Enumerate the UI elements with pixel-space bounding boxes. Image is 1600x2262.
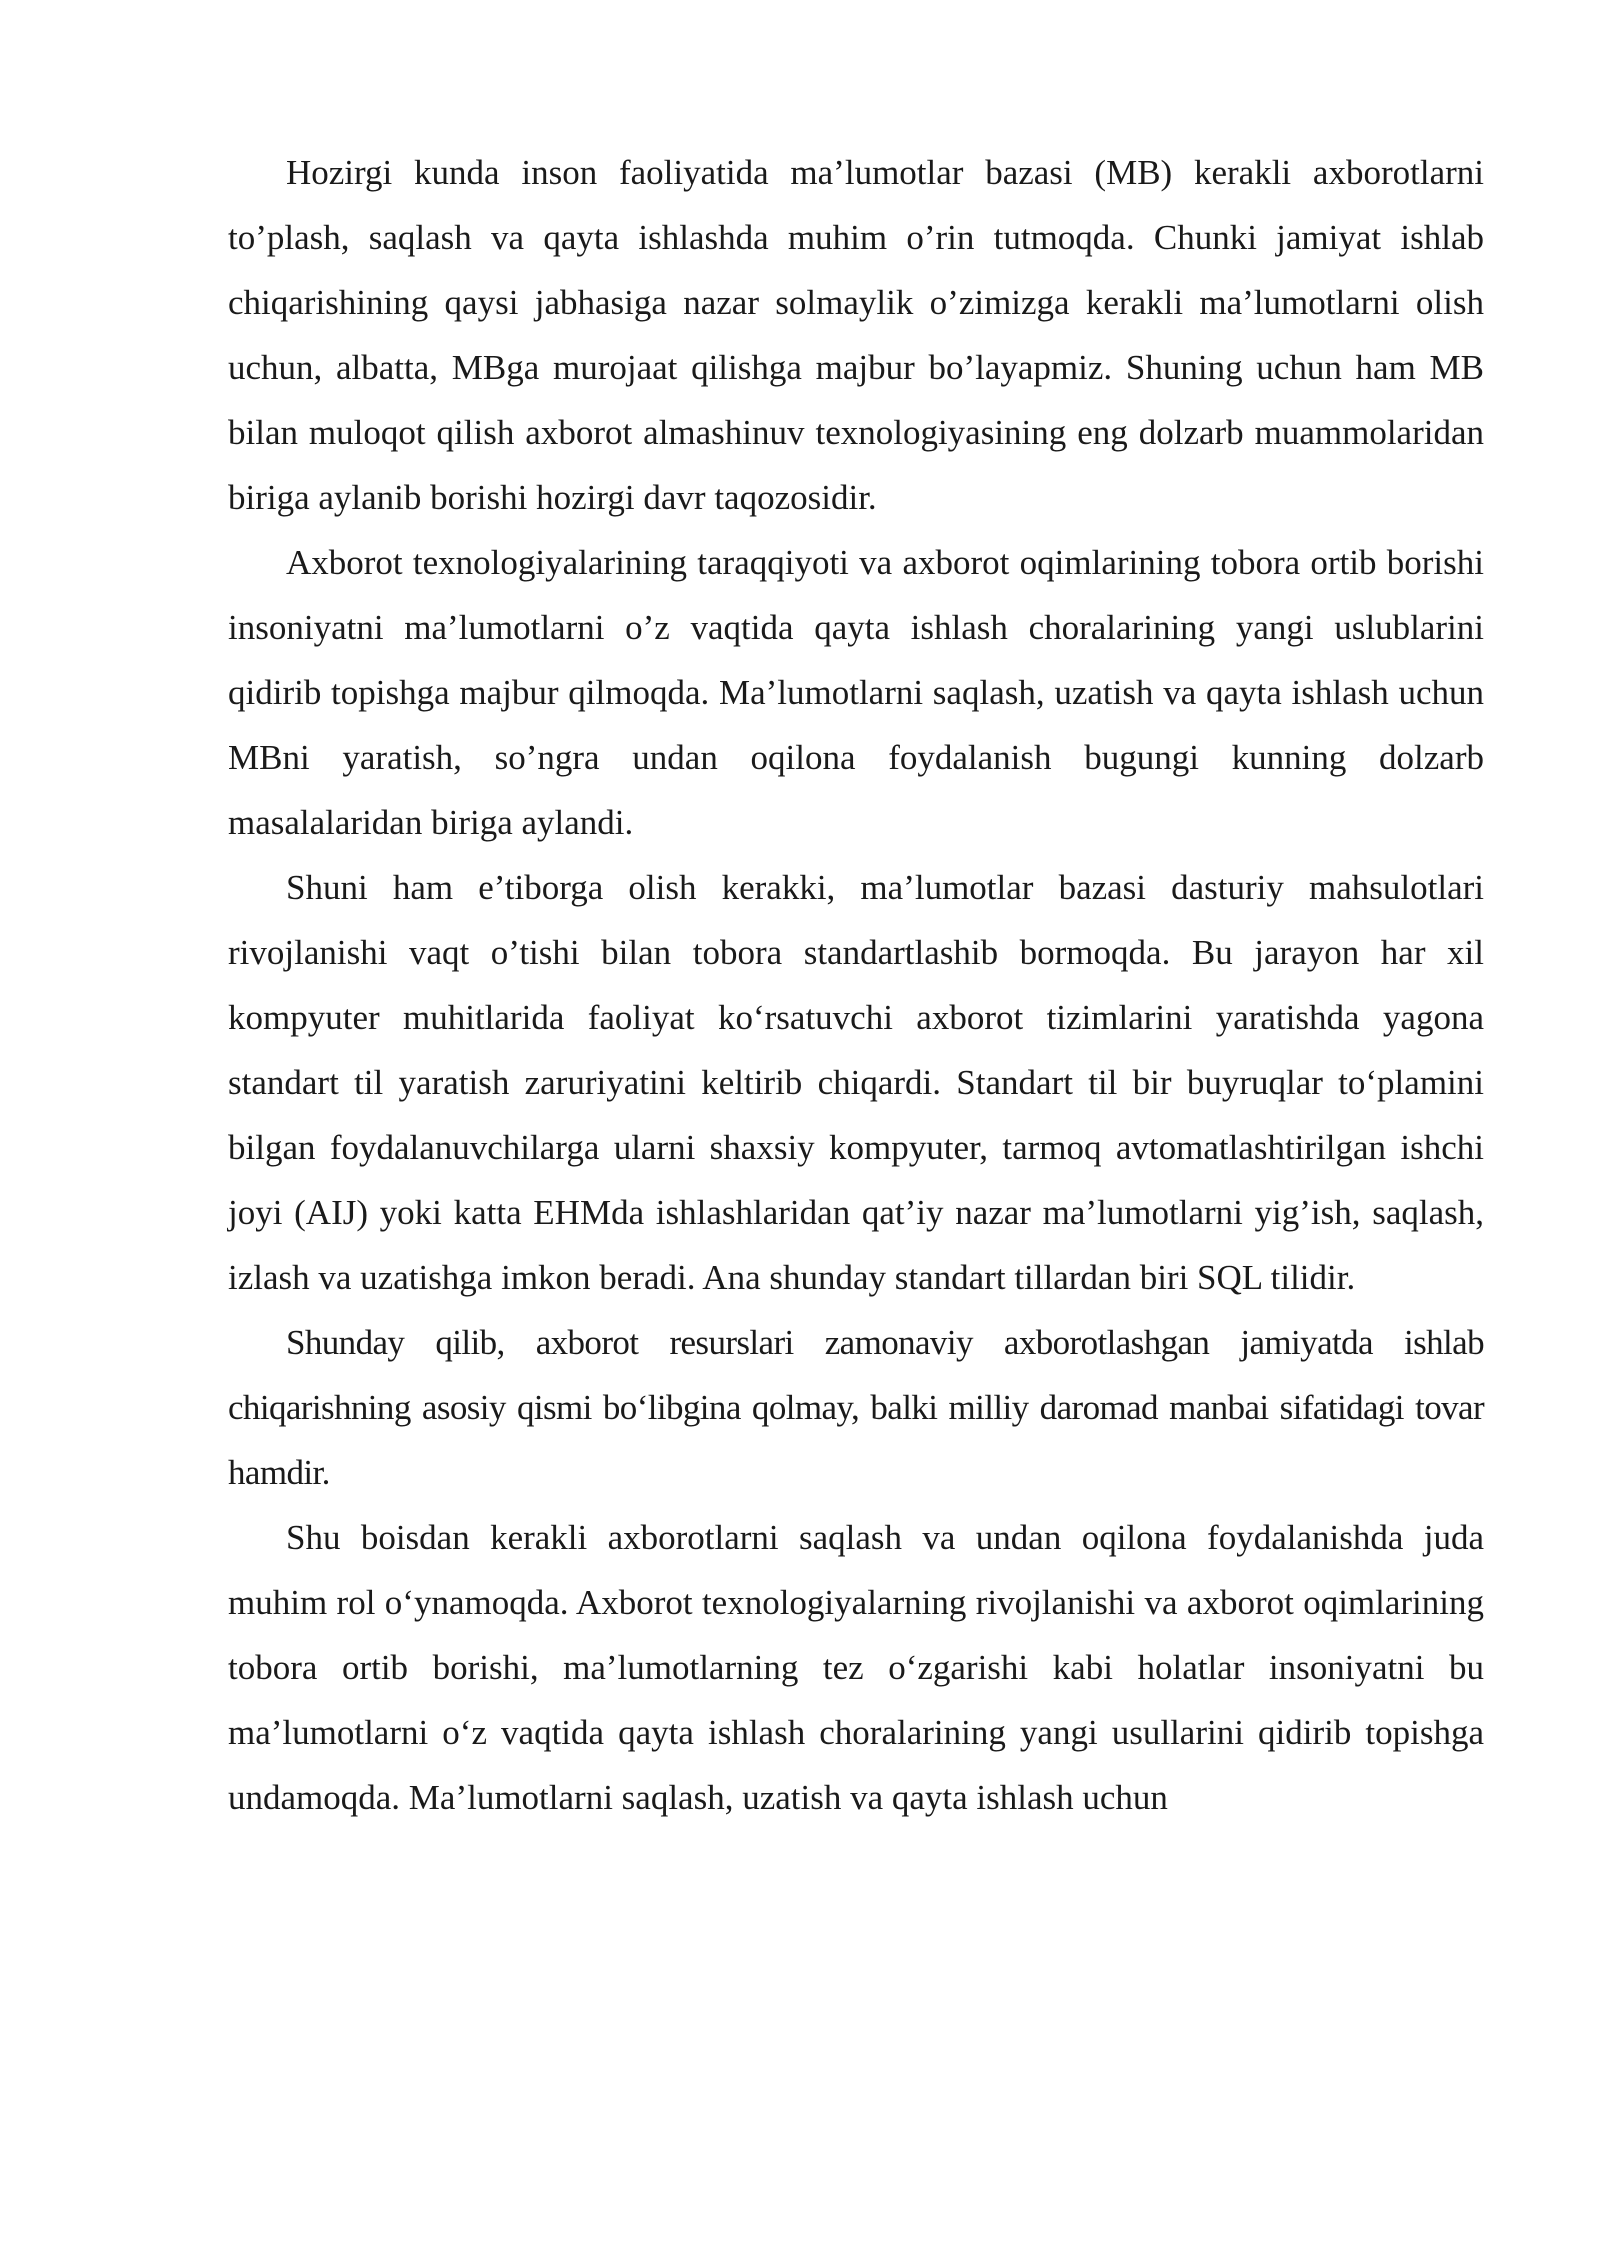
document-body [228,140,1484,1830]
paragraph-3: Shuni ham e’tiborga olish kerakki, ma’lumotlar bazasi dasturiy mahsulotlari rivojlanishi vaqt o’tishi bilan tobora standartlashib bormoqda. Bu jarayon har xil kompyuter muhitlarida faoliyat ko‘rsatuvchi axborot tizimlarini yaratishda yagona standart til yaratish zaruriyatini keltirib chiqardi. Standart til bir buyruqlar to‘plamini bilgan foydalanuvchilarga ularni shaxsiy kompyuter, tarmoq avtomatlashtirilgan ishchi joyi (AIJ) yoki katta EHMda ishlashlaridan qat’iy nazar ma’lumotlarni yig’ish, saqlash, izlash va uzatishga imkon beradi. Ana shunday standart tillardan biri SQL tilidir. [228,868,1484,1297]
paragraph-4: Shunday qilib, axborot resurslari zamonaviy axborotlashgan jamiyatda ishlab chiqarishning asosiy qismi bo‘libgina qolmay, balki milliy daromad manbai sifatidagi tovar hamdir. [228,1323,1484,1492]
paragraph-2: Axborot texnologiyalarining taraqqiyoti va axborot oqimlarining tobora ortib borishi insoniyatni ma’lumotlarni o’z vaqtida qayta ishlash choralarining yangi uslublarini qidirib topishga majbur qilmoqda. Ma’lumotlarni saqlash, uzatish va qayta ishlash uchun MBni yaratish, so’ngra undan oqilona foydalanish bugungi kunning dolzarb masalalaridan biriga aylandi. [228,543,1484,842]
paragraph-1: Hozirgi kunda inson faoliyatida ma’lumotlar bazasi (MB) kerakli axborotlarni to’plash, saqlash va qayta ishlashda muhim o’rin tutmoqda. Chunki jamiyat ishlab chiqarishining qaysi jabhasiga nazar solmaylik o’zimizga kerakli ma’lumotlarni olish uchun, albatta, MBga murojaat qilishga majbur bo’layapmiz. Shuning uchun ham MB bilan muloqot qilish axborot almashinuv texnologiyasining eng dolzarb muammolaridan biriga aylanib borishi hozirgi davr taqozosidir. [228,153,1484,517]
paragraph-5: Shu boisdan kerakli axborotlarni saqlash va undan oqilona foydalanishda juda muhim rol o‘ynamoqda. Axborot texnologiyalarning rivojlanishi va axborot oqimlarining tobora ortib borishi, ma’lumotlarning tez o‘zgarishi kabi holatlar insoniyatni bu ma’lumotlarni o‘z vaqtida qayta ishlash choralarining yangi usullarini qidirib topishga undamoqda. Ma’lumotlarni saqlash, uzatish va qayta ishlash uchun [228,1518,1484,1817]
